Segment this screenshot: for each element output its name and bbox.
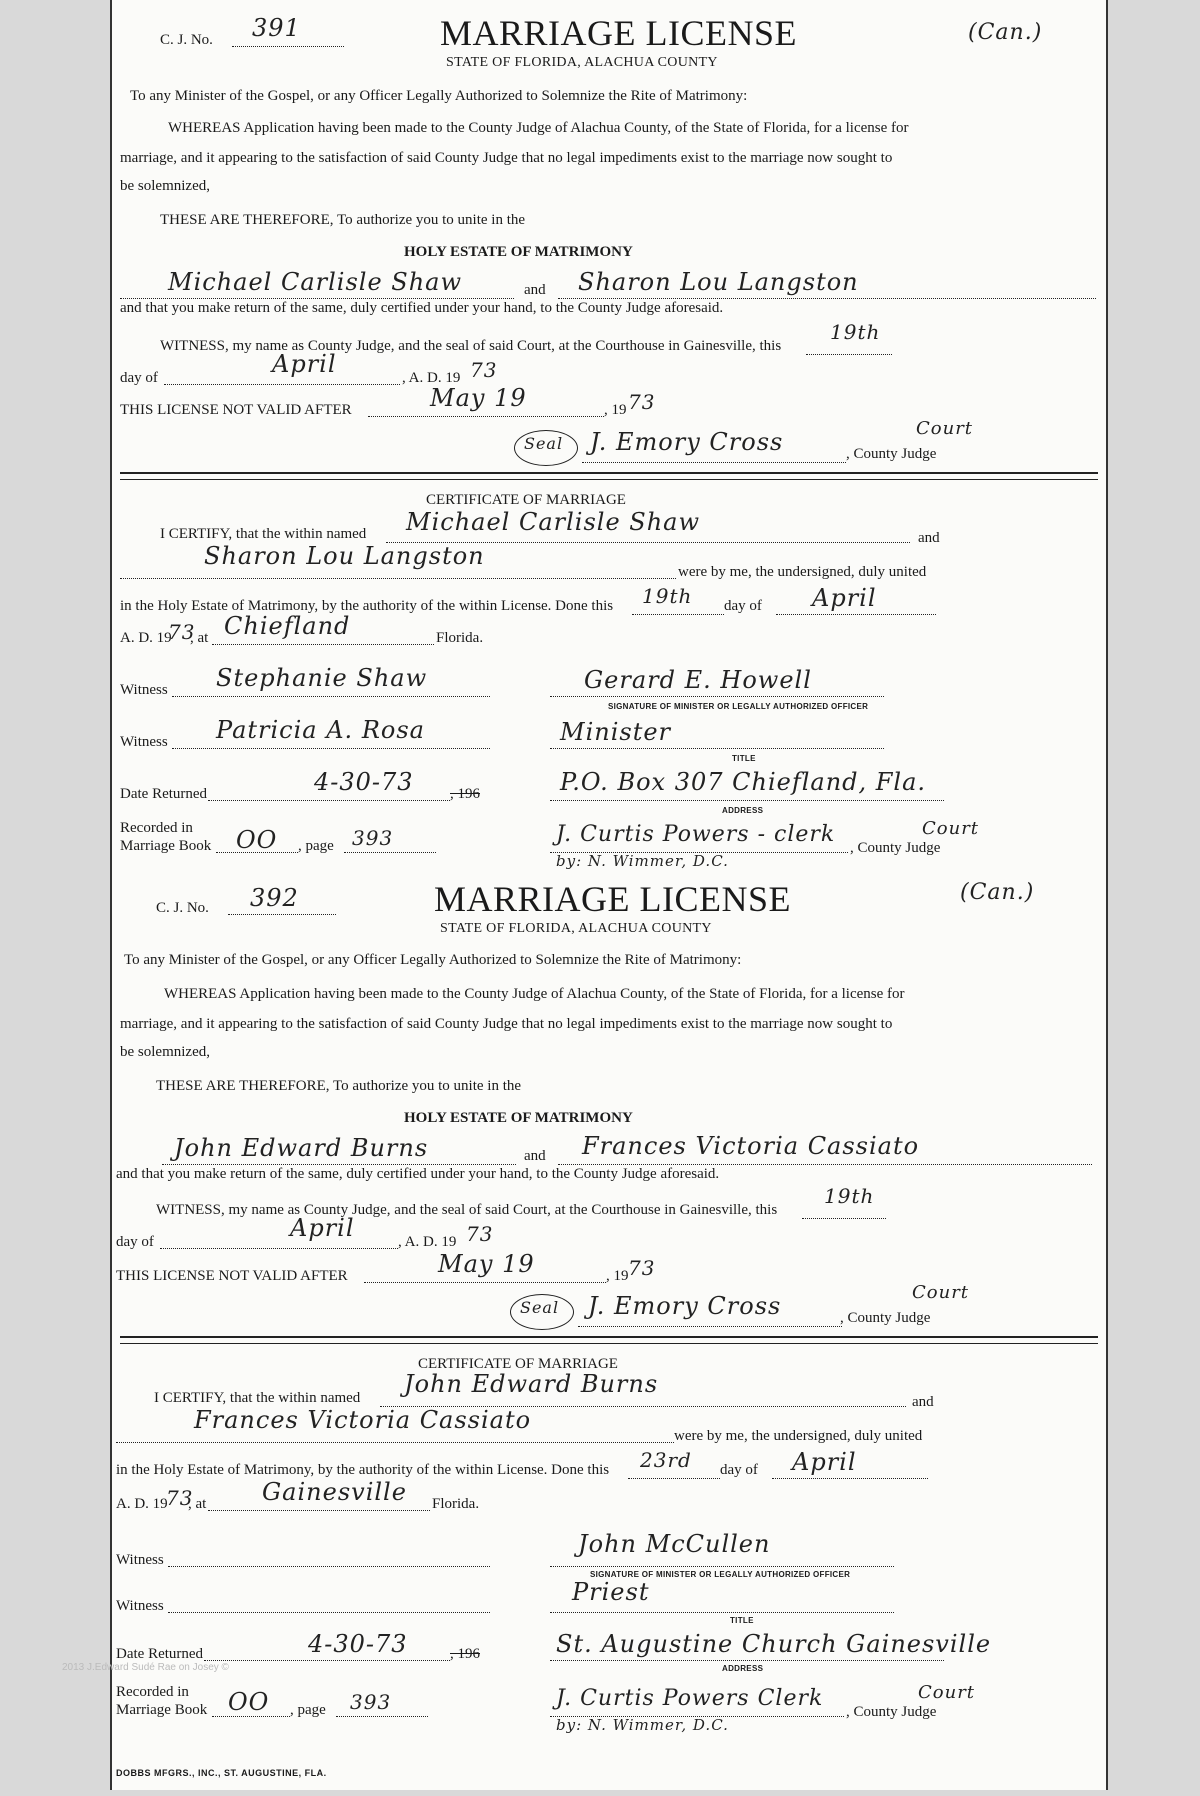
corner-note: (Can.) [960, 880, 1035, 905]
corner-note: (Can.) [968, 20, 1043, 45]
date-returned-label: Date Returned [120, 786, 208, 802]
license-month: April [272, 350, 337, 378]
witness-2-label: Witness [120, 734, 168, 750]
done-day: 23rd [640, 1448, 692, 1472]
license-month: April [290, 1214, 355, 1242]
license-title: MARRIAGE LICENSE [434, 879, 791, 919]
return-text: and that you make return of the same, duly certified under your hand, to the County Judge aforesaid. [116, 1166, 720, 1182]
witness-1-signature: Stephanie Shaw [216, 664, 428, 692]
not-valid-year: 73 [628, 1256, 656, 1280]
marriage-book-label: Marriage Book [116, 1702, 208, 1718]
groom-name: John Edward Burns [174, 1134, 429, 1162]
done-year: 73 [166, 1486, 194, 1510]
officer-address: P.O. Box 307 Chiefland, Fla. [560, 768, 927, 796]
united-text: were by me, the undersigned, duly united [678, 564, 927, 580]
cj-number: 391 [252, 14, 301, 42]
bride-name: Frances Victoria Cassiato [582, 1132, 920, 1160]
officer-signature: Gerard E. Howell [584, 666, 812, 694]
not-valid-label: THIS LICENSE NOT VALID AFTER [120, 402, 352, 418]
florida-label: Florida. [432, 1496, 480, 1512]
divider [120, 472, 1098, 480]
witness-text: WITNESS, my name as County Judge, and the seal of said Court, at the Courthouse in Gainesville, this [160, 338, 782, 354]
page-number: 393 [350, 1690, 392, 1714]
return-text: and that you make return of the same, duly certified under your hand, to the County Judge aforesaid. [120, 300, 724, 316]
not-valid-19: , 19 [606, 1268, 629, 1284]
to-any-minister: To any Minister of the Gospel, or any Officer Legally Authorized to Solemnize the Rite of Matrimony: [130, 88, 748, 104]
at-label: , at [188, 1496, 207, 1512]
cj-number: 392 [250, 884, 299, 912]
clerk-signature: J. Curtis Powers - clerk [556, 822, 836, 847]
groom-name: Michael Carlisle Shaw [168, 268, 463, 296]
witness-1-label: Witness [116, 1552, 164, 1568]
therefore-text: THESE ARE THEREFORE, To authorize you to unite in the [156, 1078, 522, 1094]
page-label: , page [290, 1702, 326, 1718]
license-title: MARRIAGE LICENSE [440, 13, 797, 53]
title-caption: TITLE [732, 754, 756, 763]
county-judge-2-label: , County Judge [850, 840, 941, 856]
cj-label: C. J. No. [160, 32, 213, 48]
page-label: , page [298, 838, 334, 854]
court-note-2: Court [918, 1682, 976, 1703]
done-year: 73 [168, 620, 196, 644]
florida-label: Florida. [436, 630, 484, 646]
divider [120, 1336, 1098, 1344]
title-caption: TITLE [730, 1616, 754, 1625]
and-label: and [524, 1148, 546, 1164]
judge-signature: J. Emory Cross [588, 1292, 782, 1320]
date-returned-label: Date Returned [116, 1646, 204, 1662]
done-month: April [812, 584, 877, 612]
ad-2-label: A. D. 19 [116, 1496, 168, 1512]
not-valid-date: May 19 [438, 1250, 535, 1278]
date-returned: 4-30-73 [308, 1630, 408, 1658]
date-returned-196: , 196 [450, 1646, 480, 1662]
day-of-2-label: day of [720, 1462, 758, 1478]
officer-address: St. Augustine Church Gainesville [556, 1630, 992, 1658]
whereas-line-3: be solemnized, [120, 178, 210, 194]
ad-2-label: A. D. 19 [120, 630, 172, 646]
day-of-label: day of [120, 370, 158, 386]
witness-day: 19th [830, 320, 881, 344]
day-of-label: day of [116, 1234, 154, 1250]
cj-label: C. J. No. [156, 900, 209, 916]
recorded-in-label: Recorded in [120, 820, 193, 836]
at-label: , at [190, 630, 209, 646]
county-judge-label: , County Judge [846, 446, 937, 462]
license-year: 73 [466, 1222, 494, 1246]
state-county: STATE OF FLORIDA, ALACHUA COUNTY [440, 921, 712, 936]
marriage-place: Gainesville [262, 1478, 407, 1506]
not-valid-year: 73 [628, 390, 656, 414]
done-day: 19th [642, 584, 693, 608]
ad-label: , A. D. 19 [402, 370, 461, 386]
whereas-line-1: WHEREAS Application having been made to the County Judge of Alachua County, of the State of Florida, for a license for [164, 986, 905, 1002]
judge-signature: J. Emory Cross [590, 428, 784, 456]
cert-groom-name: John Edward Burns [404, 1370, 659, 1398]
cert-bride-name: Frances Victoria Cassiato [194, 1406, 532, 1434]
marriage-book-label: Marriage Book [120, 838, 212, 854]
watermark: 2013 J.Edward Sudé Rae on Josey © [62, 1662, 229, 1673]
and-label: and [524, 282, 546, 298]
holy-estate-heading: HOLY ESTATE OF MATRIMONY [404, 244, 633, 260]
seal-note: Seal [520, 1298, 560, 1317]
date-returned: 4-30-73 [314, 768, 414, 796]
cert-bride-name: Sharon Lou Langston [204, 542, 485, 570]
witness-text: WITNESS, my name as County Judge, and the seal of said Court, at the Courthouse in Gainesville, this [156, 1202, 778, 1218]
deputy-signature: by: N. Wimmer, D.C. [556, 852, 729, 870]
witness-2-signature: Patricia A. Rosa [216, 716, 425, 744]
cert-and-label: and [912, 1394, 934, 1410]
bride-name: Sharon Lou Langston [578, 268, 859, 296]
whereas-line-2: marriage, and it appearing to the satisfaction of said County Judge that no legal impediments exist to the marriage now sought to [120, 1016, 893, 1032]
printer-imprint: DOBBS MFGRS., INC., ST. AUGUSTINE, FLA. [116, 1768, 327, 1778]
united-text: were by me, the undersigned, duly united [674, 1428, 923, 1444]
signature-caption: SIGNATURE OF MINISTER OR LEGALLY AUTHORIZED OFFICER [608, 702, 869, 711]
seal-note: Seal [524, 434, 564, 453]
license-year: 73 [470, 358, 498, 382]
signature-caption: SIGNATURE OF MINISTER OR LEGALLY AUTHORIZED OFFICER [590, 1570, 851, 1579]
book-number: OO [228, 1688, 270, 1716]
court-note: Court [916, 418, 974, 439]
page-number: 393 [352, 826, 394, 850]
therefore-text: THESE ARE THEREFORE, To authorize you to unite in the [160, 212, 526, 228]
witness-2-label: Witness [116, 1598, 164, 1614]
officer-title: Minister [560, 718, 672, 746]
cert-and-label: and [918, 530, 940, 546]
cert-groom-name: Michael Carlisle Shaw [406, 508, 701, 536]
holy-estate-text: in the Holy Estate of Matrimony, by the authority of the within License. Done this [116, 1462, 610, 1478]
holy-estate-text: in the Holy Estate of Matrimony, by the authority of the within License. Done this [120, 598, 614, 614]
ad-label: , A. D. 19 [398, 1234, 457, 1250]
state-county: STATE OF FLORIDA, ALACHUA COUNTY [446, 55, 718, 70]
marriage-place: Chiefland [224, 612, 351, 640]
certificate-title: CERTIFICATE OF MARRIAGE [426, 492, 626, 508]
witness-day: 19th [824, 1184, 875, 1208]
not-valid-label: THIS LICENSE NOT VALID AFTER [116, 1268, 348, 1284]
holy-estate-heading: HOLY ESTATE OF MATRIMONY [404, 1110, 633, 1126]
day-of-2-label: day of [724, 598, 762, 614]
to-any-minister: To any Minister of the Gospel, or any Officer Legally Authorized to Solemnize the Rite of Matrimony: [124, 952, 742, 968]
whereas-line-2: marriage, and it appearing to the satisfaction of said County Judge that no legal impediments exist to the marriage now sought to [120, 150, 893, 166]
certify-text: I CERTIFY, that the within named [160, 526, 367, 542]
book-number: OO [236, 826, 278, 854]
county-judge-label: , County Judge [840, 1310, 931, 1326]
not-valid-date: May 19 [430, 384, 527, 412]
not-valid-19: , 19 [604, 402, 627, 418]
done-month: April [792, 1448, 857, 1476]
court-note: Court [912, 1282, 970, 1303]
certificate-title: CERTIFICATE OF MARRIAGE [418, 1356, 618, 1372]
county-judge-2-label: , County Judge [846, 1704, 937, 1720]
officer-title: Priest [572, 1578, 650, 1606]
court-note-2: Court [922, 818, 980, 839]
witness-1-label: Witness [120, 682, 168, 698]
clerk-signature: J. Curtis Powers Clerk [556, 1686, 824, 1711]
deputy-signature: by: N. Wimmer, D.C. [556, 1716, 729, 1734]
certify-text: I CERTIFY, that the within named [154, 1390, 361, 1406]
address-caption: ADDRESS [722, 806, 764, 815]
whereas-line-1: WHEREAS Application having been made to the County Judge of Alachua County, of the State of Florida, for a license for [168, 120, 909, 136]
whereas-line-3: be solemnized, [120, 1044, 210, 1060]
document-sheet [110, 0, 1108, 1790]
officer-signature: John McCullen [578, 1530, 771, 1558]
date-returned-196: , 196 [450, 786, 480, 802]
recorded-in-label: Recorded in [116, 1684, 189, 1700]
address-caption: ADDRESS [722, 1664, 764, 1673]
